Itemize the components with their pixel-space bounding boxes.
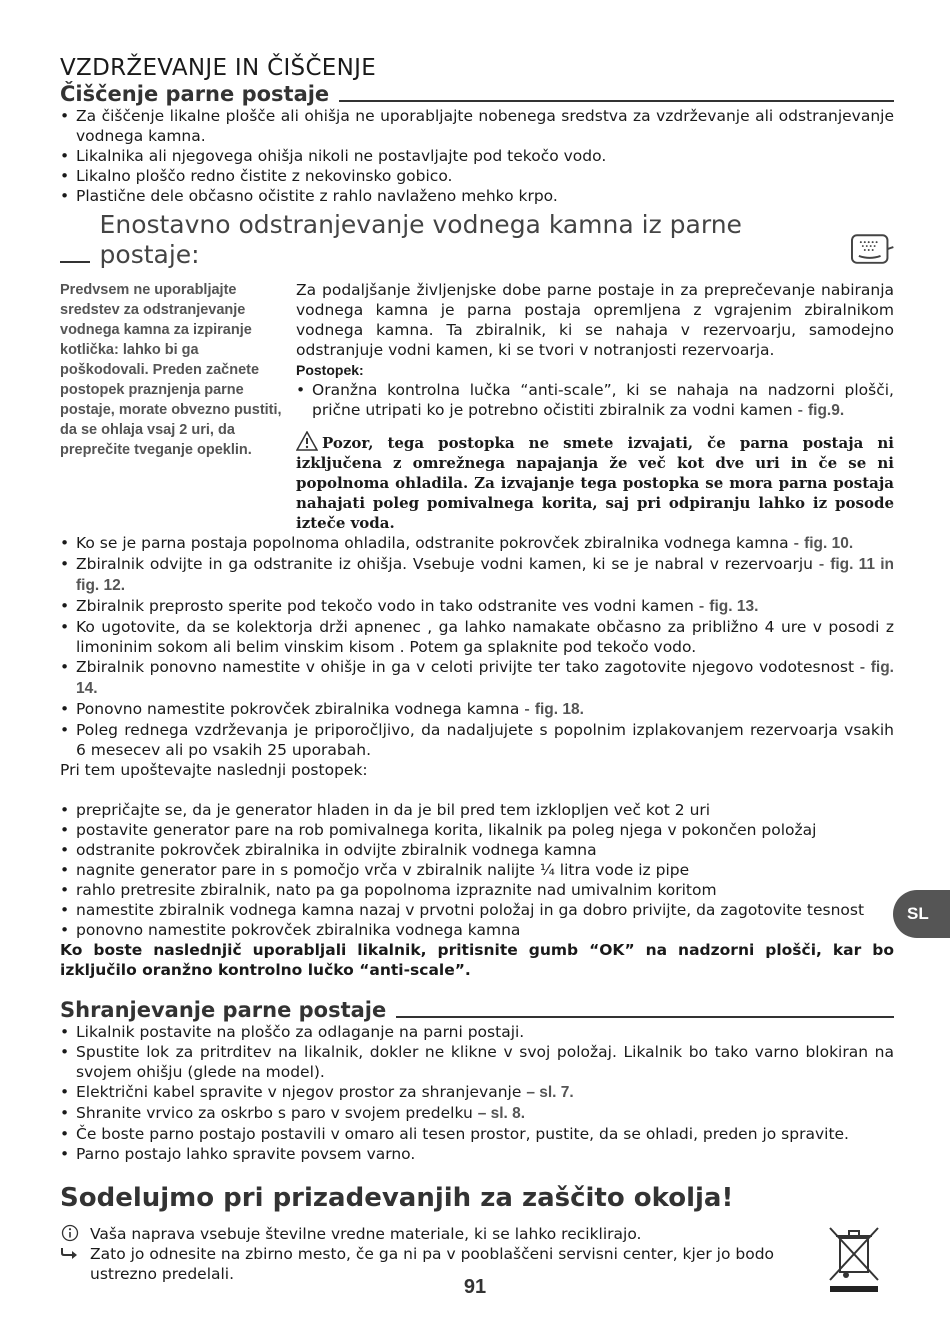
storage-text: Spustite lok za pritrditev na likalnik, dokler ne klikne v svoj položaj. Likalnik bo tako varno blokiran na svojem ohišju (glede na model).	[76, 1043, 894, 1081]
environment-line	[60, 1224, 804, 1244]
list-item: • ponovno namestite pokrovček zbiralnika vodnega kamna	[60, 920, 894, 940]
rinse-steps	[60, 800, 894, 940]
step-text: Ponovno namestite pokrovček zbiralnika vodnega kamna -	[76, 700, 535, 718]
list-item: • rahlo pretresite zbiralnik, nato pa ga popolnoma izpraznite nad umivalnim koritom	[60, 880, 894, 900]
list-item	[60, 720, 894, 760]
storage-text: Če boste parno postajo postavili v omaro ali tesen prostor, pustite, da se ohladi, preden jo spravite.	[76, 1125, 849, 1143]
cleaning-heading-text: Čiščenje parne postaje	[60, 82, 330, 106]
list-item: • Likalno ploščo redno čistite z nekovinsko gobico.	[60, 166, 894, 186]
list-item	[60, 657, 894, 699]
step-text: Ko se je parna postaja popolnoma ohladila, odstranite pokrovček zbiralnika vodnega kamna -	[76, 534, 805, 552]
list-item	[60, 617, 894, 657]
list-item	[60, 1103, 894, 1124]
list-item: • odstranite pokrovček zbiralnika in odvijte zbiralnik vodnega kamna	[60, 840, 894, 860]
step-text: Zbiralnik odvijte in ga odstranite iz ohišja. Vsebuje vodni kamen, ki se je nabral v rezervoarju -	[76, 555, 831, 573]
descaling-columns	[60, 280, 894, 533]
list-item: • postavite generator pare na rob pomivalnega korita, likalnik pa poleg njega v pokončen položaj	[60, 820, 894, 840]
side-note: Predvsem ne uporabljajte sredstev za odstranjevanje vodnega kamna za izpiranje kotlička: lahko bi ga poškodovali. Preden začnete postopek praznjenja parne postaje, morate obvezno pustiti, da se ohlaja vsaj 2 uri, da preprečite tveganje opeklin.	[60, 282, 282, 458]
arrow-icon	[60, 1244, 80, 1267]
step-text: Poleg rednega vzdrževanja je priporočljivo, da nadaljujete s popolnim izplakovanjem rezervoarja vsakih 6 mesecev ali po vsakih 25 uporabah.	[76, 721, 894, 759]
step-text: Zbiralnik preprosto sperite pod tekočo vodo in tako odstranite ves vodni kamen -	[76, 597, 710, 615]
descaling-heading	[60, 210, 894, 270]
descaling-intro: Za podaljšanje življenjske dobe parne postaje in za preprečevanje nabiranja vodnega kamna je parna postaja opremljena z vgrajenim zbiralnikom vodnega kamna. Ta zbiralnik, ki se nahaja v rezervoarju, samodejno odstranjuje vodni kamen, ki se tvori v notranjosti rezervoarja.	[296, 281, 894, 359]
spacer	[60, 780, 894, 800]
page-title: VZDRŽEVANJE IN ČIŠČENJE	[60, 55, 377, 81]
environment-line-text: Vaša naprava vsebuje številne vredne materiale, ki se lahko reciklirajo.	[90, 1225, 642, 1243]
list-item: • Likalnika ali njegovega ohišja nikoli ne postavljajte pod tekočo vodo.	[60, 146, 894, 166]
cleaning-list	[60, 106, 894, 206]
figure-ref: – sl. 7.	[526, 1084, 574, 1101]
warning-icon	[296, 431, 318, 451]
figure-ref: fig. 10.	[804, 535, 854, 552]
storage-heading	[60, 998, 894, 1022]
storage-text: Shranite vrvico za oskrbo s paro v svojem predelku	[76, 1104, 478, 1122]
list-item	[60, 1124, 894, 1144]
warning-block	[296, 431, 894, 533]
figure-ref: – sl. 8.	[477, 1105, 526, 1122]
after-steps-text: Pri tem upoštevajte naslednji postopek:	[60, 761, 368, 779]
environment-line-text: Zato jo odnesite na zbirno mesto, če ga ni pa v pooblaščeni servisni center, kjer jo bodo ustrezno predelali.	[90, 1245, 775, 1283]
descaling-heading-text: Enostavno odstranjevanje vodnega kamna iz parne postaje:	[99, 210, 742, 269]
figure-ref: fig.9.	[808, 402, 845, 419]
figure-ref: fig. 13.	[709, 598, 759, 615]
list-item: • Za čiščenje likalne plošče ali ohišja ne uporabljajte nobenega sredstva za vzdrževanje ali odstranjevanje vodnega kamna.	[60, 106, 894, 146]
page-number: 91	[463, 1276, 487, 1298]
final-note: Ko boste naslednjič uporabljali likalnik, pritisnite gumb “OK” na nadzorni plošči, kar bo izključilo oranžno kontrolno lučko “anti-scale”.	[60, 941, 894, 979]
language-tab: SL	[893, 890, 950, 938]
figure-ref: fig. 18.	[534, 701, 584, 718]
list-item: • Plastične dele občasno očistite z rahlo navlaženo mehko krpo.	[60, 186, 894, 206]
storage-list	[60, 1022, 894, 1164]
environment-heading: Sodelujmo pri prizadevanjih za zaščito okolja!	[60, 1183, 734, 1213]
list-item: • nagnite generator pare in s pomočjo vrča v zbiralnik nalijte ¼ litra vode iz pipe	[60, 860, 894, 880]
list-item	[296, 380, 894, 421]
cleaning-heading	[60, 82, 894, 106]
figure-ref: fig. 11 in fig. 12.	[76, 556, 894, 594]
procedure-text: Oranžna kontrolna lučka “anti-scale”, ki se nahaja na nadzorni plošči, prične utripati ko je potrebno očistiti zbiralnik za vodni kamen -	[312, 381, 894, 419]
list-item	[60, 1042, 894, 1082]
anti-scale-icon	[851, 234, 894, 266]
page-content	[60, 54, 894, 1294]
list-item	[60, 1082, 894, 1103]
procedure-label: Postopek:	[296, 362, 364, 378]
descaling-main	[296, 280, 894, 533]
list-item: • namestite zbiralnik vodnega kamna nazaj v prvotni položaj in ga dobro privijte, da zagotovite tesnost	[60, 900, 894, 920]
procedure-list	[296, 380, 894, 421]
list-item	[60, 596, 894, 617]
list-item	[60, 554, 894, 596]
list-item: • prepričajte se, da je generator hladen in da je bil pred tem izklopljen več kot 2 uri	[60, 800, 894, 820]
heading-rule	[339, 100, 894, 102]
descaling-steps	[60, 533, 894, 760]
heading-rule	[396, 1016, 894, 1018]
figure-ref: fig. 14.	[76, 659, 894, 697]
list-item	[60, 699, 894, 720]
storage-text: Likalnik postavite na ploščo za odlaganje na parni postaji.	[76, 1023, 525, 1041]
warning-text: Pozor, tega postopka ne smete izvajati, če parna postaja ni izključena z omrežnega napajanja že več kot dve uri in če se ni popolnoma ohladila. Za izvajanje tega postopka se mora parna postaja nahajati poleg pomivalnega korita, saj pri odpiranju lahko iz posode izteče voda.	[296, 434, 894, 532]
heading-rule	[60, 261, 90, 263]
storage-heading-text: Shranjevanje parne postaje	[60, 998, 387, 1022]
storage-text: Parno postajo lahko spravite povsem varno.	[76, 1145, 416, 1163]
list-item	[60, 1144, 894, 1164]
step-text: Ko ugotovite, da se kolektorja drži apnenec , ga lahko namakate občasno za približno 4 ure v posodi z limoninim sokom ali belim vinskim kisom . Potem ga splaknite pod tekočo vodo.	[76, 618, 894, 656]
list-item	[60, 1022, 894, 1042]
list-item	[60, 533, 894, 554]
storage-text: Električni kabel spravite v njegov prostor za shranjevanje	[76, 1083, 527, 1101]
step-text: Zbiralnik ponovno namestite v ohišje in ga v celoti privijte ter tako zagotovite njegovo vodotesnost -	[76, 658, 871, 676]
